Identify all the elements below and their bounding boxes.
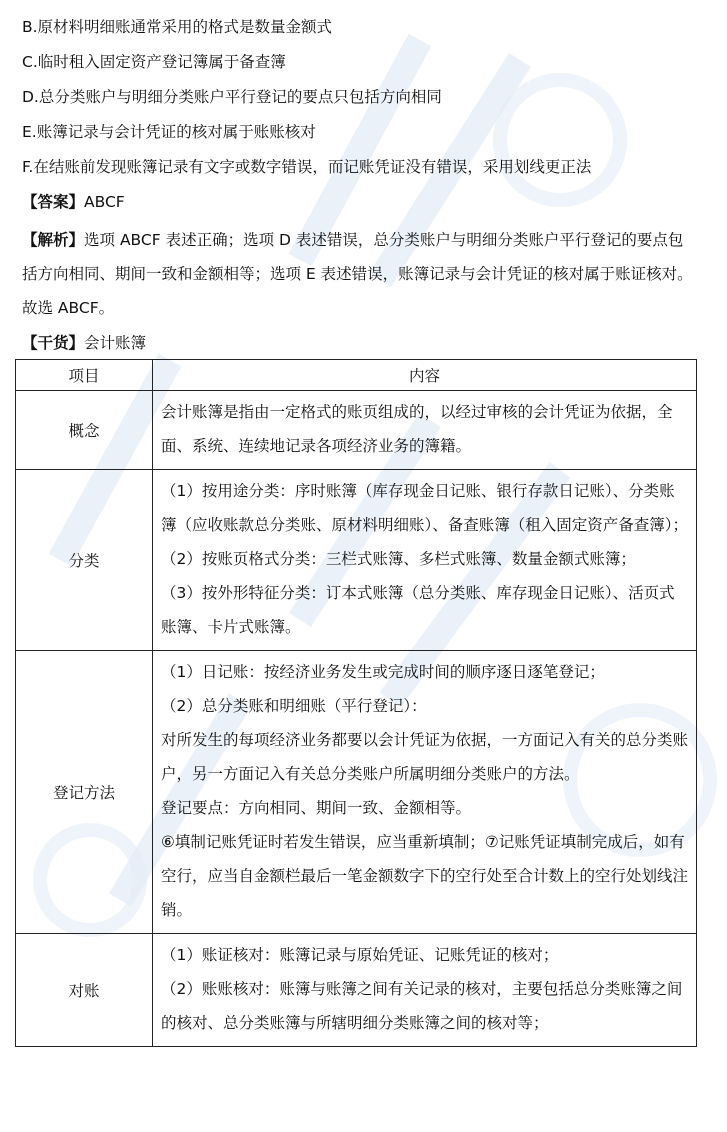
option-c: C.临时租入固定资产登记簿属于备查簿	[22, 53, 286, 71]
content-line: （2）按账页格式分类：三栏式账簿、多栏式账簿、数量金额式账簿；	[161, 550, 636, 568]
dry-goods-title: 会计账簿	[84, 334, 147, 352]
analysis-text: 选项 ABCF 表述正确；选项 D 表述错误，总分类账户与明细分类账户平行登记的要点包括方向相同、期间一致和金额相等；选项 E 表述错误，账簿记录与会计凭证的核对属于账证核对。故选 ABCF。	[22, 231, 693, 317]
answer-value: ABCF	[84, 193, 125, 211]
row-content	[153, 934, 697, 1047]
option-b: B.原材料明细账通常采用的格式是数量金额式	[22, 18, 333, 36]
row-content	[153, 470, 697, 651]
row-content	[153, 391, 697, 470]
option-f: F.在结账前发现账簿记录有文字或数字错误，而记账凭证没有错误，采用划线更正法	[22, 158, 592, 176]
content-line: （1）按用途分类：序时账簿（库存现金日记账、银行存款日记账）、分类账簿（应收账款总分类账、原材料明细账）、备查账簿（租入固定资产备查簿）；	[161, 482, 689, 534]
dry-goods-label: 【干货】	[22, 334, 85, 352]
content-line: （2）总分类账和明细账（平行登记）：	[161, 697, 427, 715]
table-row	[16, 470, 697, 651]
answer-label: 【答案】	[22, 193, 85, 211]
analysis-paragraph	[22, 223, 694, 325]
content-line: （3）按外形特征分类：订本式账簿（总分类账、库存现金日记账）、活页式账簿、卡片式账簿。	[161, 584, 675, 636]
content-line: （2）账账核对：账簿与账簿之间有关记录的核对，主要包括总分类账簿之间的核对、总分类账簿与所辖明细分类账簿之间的核对等；	[161, 980, 683, 1032]
table-header-row	[16, 360, 697, 391]
answer-line	[22, 191, 125, 213]
row-category: 概念	[16, 391, 153, 470]
row-category: 分类	[16, 470, 153, 651]
header-item: 项目	[16, 360, 153, 391]
content-line: 登记要点：方向相同、期间一致、金额相等。	[161, 799, 472, 817]
table-row	[16, 391, 697, 470]
content-line: （1）日记账：按经济业务发生或完成时间的顺序逐日逐笔登记；	[161, 663, 605, 681]
option-e: E.账簿记录与会计凭证的核对属于账账核对	[22, 123, 316, 141]
header-content: 内容	[153, 360, 697, 391]
option-d: D.总分类账户与明细分类账户平行登记的要点只包括方向相同	[22, 88, 442, 106]
content-line: 对所发生的每项经济业务都要以会计凭证为依据，一方面记入有关的总分类账户，另一方面记入有关总分类账户所属明细分类账户的方法。	[161, 731, 689, 783]
content-line: 会计账簿是指由一定格式的账页组成的，以经过审核的会计凭证为依据，全面、系统、连续地记录各项经济业务的簿籍。	[161, 403, 673, 455]
table-row	[16, 934, 697, 1047]
table-row	[16, 651, 697, 934]
row-category: 对账	[16, 934, 153, 1047]
dry-goods-heading	[22, 332, 146, 354]
content-line: ⑥填制记账凭证时若发生错误，应当重新填制；⑦记账凭证填制完成后，如有空行，应当自金额栏最后一笔金额数字下的空行处至合计数上的空行处划线注销。	[161, 833, 689, 919]
row-content	[153, 651, 697, 934]
analysis-label: 【解析】	[22, 231, 85, 249]
content-line: （1）账证核对：账簿记录与原始凭证、记账凭证的核对；	[161, 946, 559, 964]
row-category: 登记方法	[16, 651, 153, 934]
ledger-table	[15, 359, 697, 1047]
